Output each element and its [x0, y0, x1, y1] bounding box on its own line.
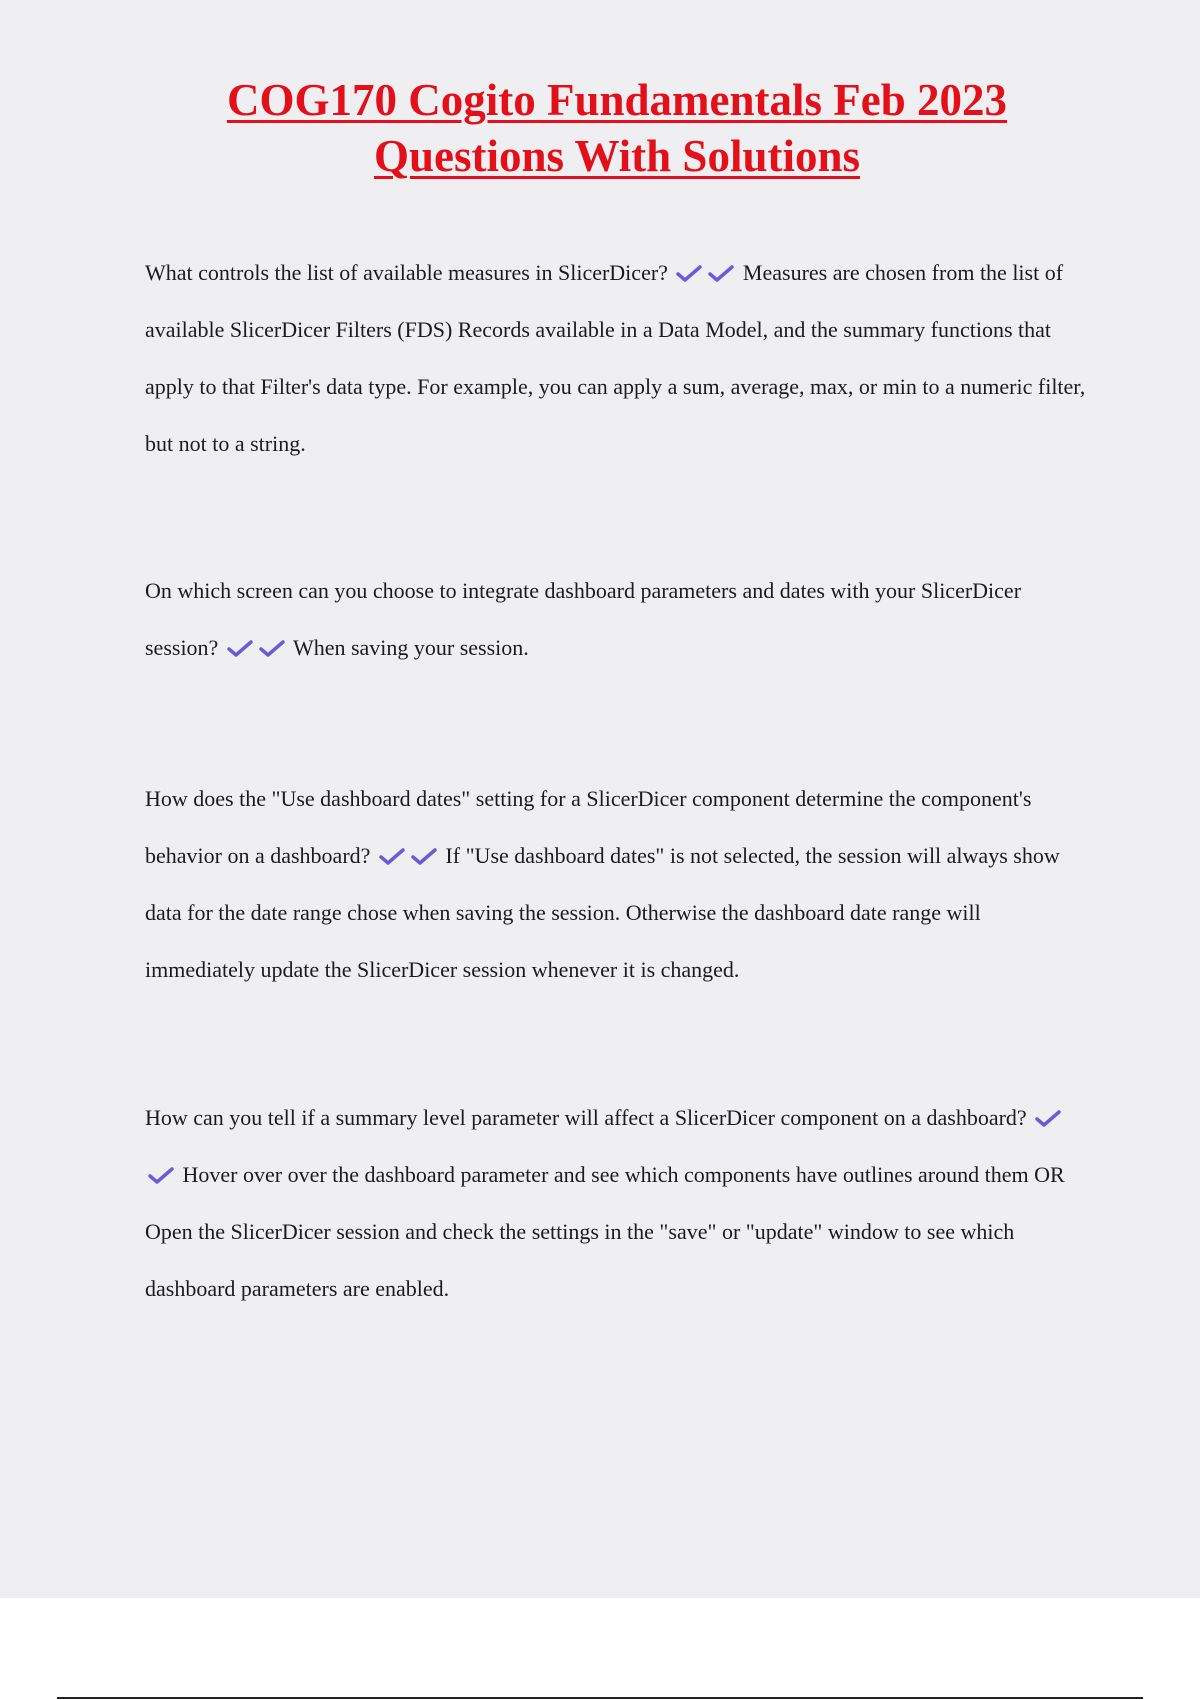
check-icon: [676, 265, 702, 283]
answer-text: Hover over over the dashboard parameter and see which components have outlines around them OR Open the SlicerDicer session and check the settings in the "save" or "update" window to see which dashboard parameters are enabled.: [145, 1162, 1065, 1301]
document-title: [100, 72, 1134, 184]
footer-divider: [57, 1697, 1143, 1699]
check-icon: [708, 265, 734, 283]
qa-item-4: [145, 1089, 1095, 1317]
title-line-1: COG170 Cogito Fundamentals Feb 2023: [226, 75, 1008, 125]
question-text: How can you tell if a summary level parameter will affect a SlicerDicer component on a dashboard?: [145, 1105, 1027, 1130]
answer-text: When saving your session.: [292, 635, 529, 660]
question-text: What controls the list of available measures in SlicerDicer?: [145, 260, 668, 285]
check-icon: [227, 640, 253, 658]
answer-text: If "Use dashboard dates" is not selected, the session will always show data for the date range chose when saving the session. Otherwise the dashboard date range will immediately update the SlicerDicer session whenever it is changed.: [145, 843, 1060, 982]
check-icon: [1035, 1110, 1061, 1128]
qa-item-3: [145, 770, 1095, 998]
qa-item-1: [145, 244, 1095, 472]
title-line-2: Questions With Solutions: [373, 131, 860, 181]
check-icon: [259, 640, 285, 658]
question-text: How does the "Use dashboard dates" setting for a SlicerDicer component determine the component's behavior on a dashboard?: [145, 786, 1032, 868]
check-icon: [148, 1167, 174, 1185]
question-text: On which screen can you choose to integrate dashboard parameters and dates with your SlicerDicer session?: [145, 578, 1022, 660]
qa-item-2: [145, 562, 1095, 676]
check-icon: [379, 848, 405, 866]
answer-text: Measures are chosen from the list of available SlicerDicer Filters (FDS) Records available in a Data Model, and the summary functions that apply to that Filter's data type. For example, you can apply a sum, average, max, or min to a numeric filter, but not to a string.: [145, 260, 1086, 456]
check-icon: [411, 848, 437, 866]
